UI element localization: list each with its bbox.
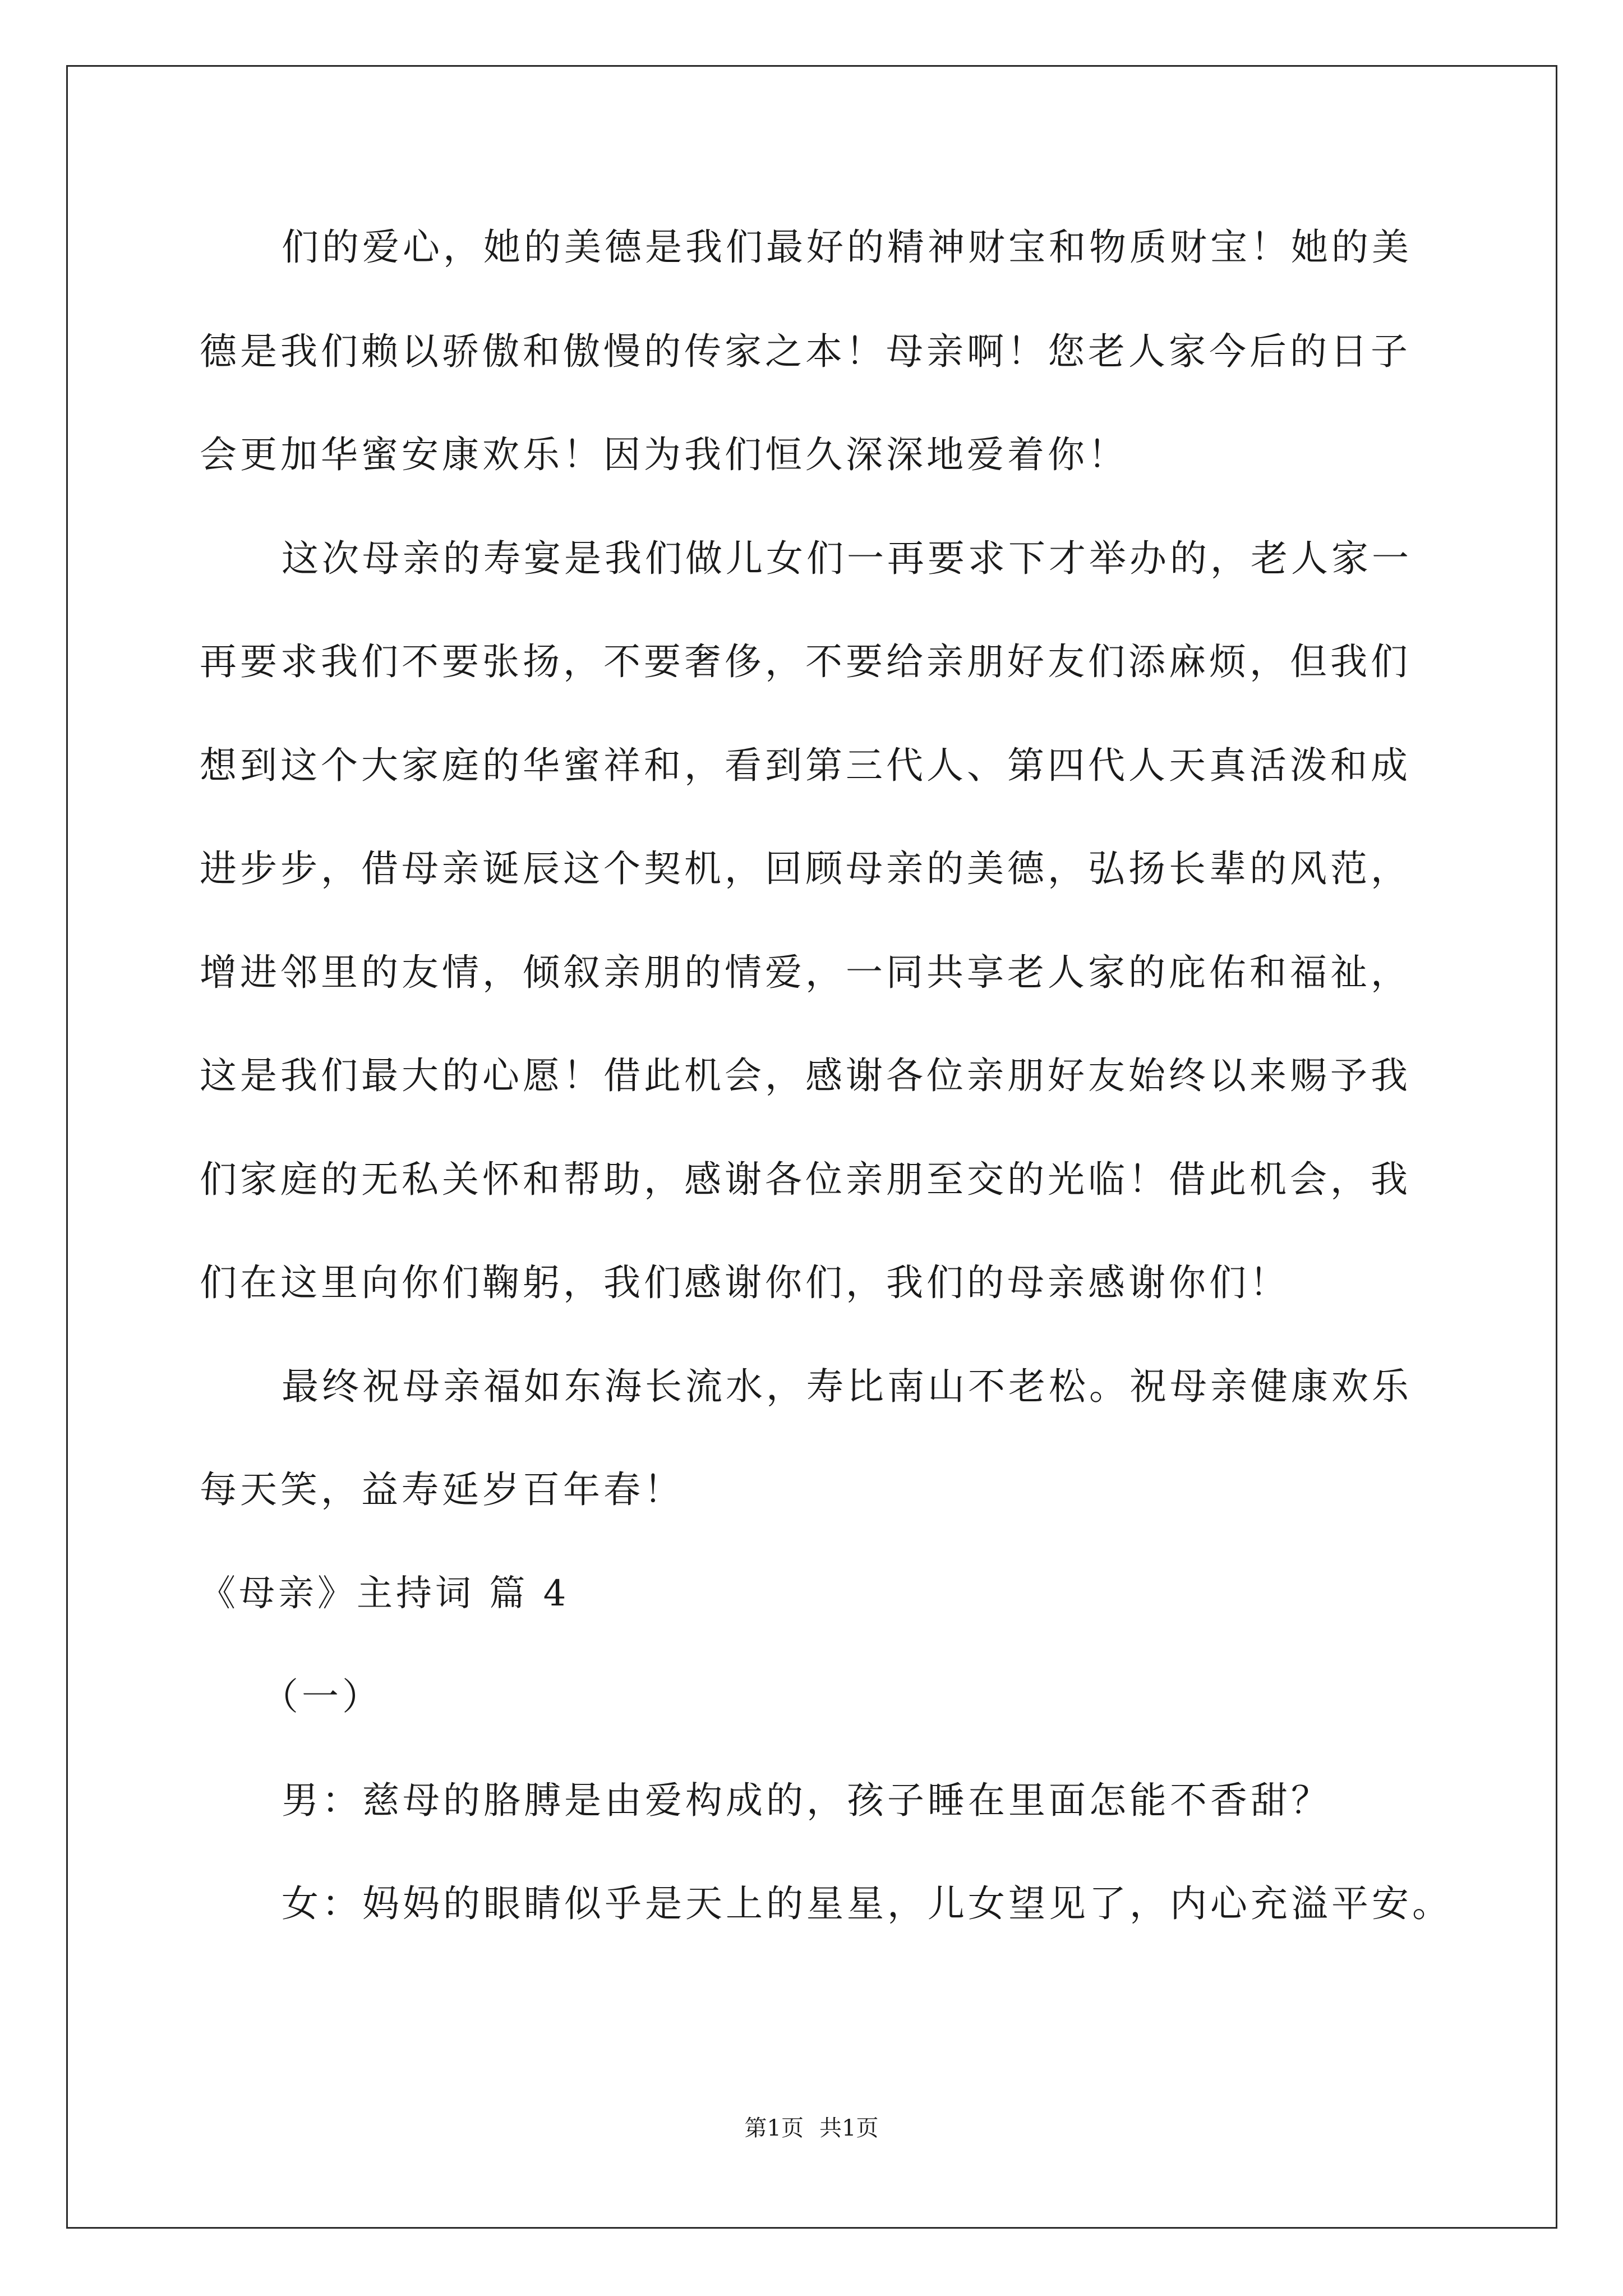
paragraph-line: 每天笑，益寿延岁百年春！ <box>200 1468 684 1511</box>
section-heading: 《母亲》主持词 篇 4 <box>200 1573 570 1614</box>
dialogue-line: 男：慈母的胳膊是由爱构成的，孩子睡在里面怎能不香甜？ <box>282 1779 1331 1822</box>
page-number: 第1页 <box>744 2115 804 2141</box>
subsection-label: （一） <box>261 1675 382 1718</box>
paragraph-line: 增进邻里的友情，倾叙亲朋的情爱，一同共享老人家的庇佑和福祉， <box>200 951 1411 994</box>
paragraph-line: 们在这里向你们鞠躬，我们感谢你们，我们的母亲感谢你们！ <box>200 1261 1290 1304</box>
paragraph-line: 想到这个大家庭的华蜜祥和，看到第三代人、第四代人天真活泼和成 <box>200 744 1411 787</box>
page-footer <box>0 2111 1623 2145</box>
paragraph-line: 们家庭的无私关怀和帮助，感谢各位亲朋至交的光临！借此机会，我 <box>200 1158 1411 1201</box>
paragraph-line: 进步步，借母亲诞辰这个契机，回顾母亲的美德，弘扬长辈的风范， <box>200 847 1411 890</box>
dialogue-line: 女：妈妈的眼睛似乎是天上的星星，儿女望见了，内心充溢平安。 <box>282 1882 1453 1925</box>
page-total: 共1页 <box>819 2115 879 2141</box>
paragraph-line: 这次母亲的寿宴是我们做儿女们一再要求下才举办的，老人家一 <box>282 537 1412 580</box>
paragraph-line: 们的爱心，她的美德是我们最好的精神财宝和物质财宝！她的美 <box>282 226 1412 269</box>
paragraph-line: 会更加华蜜安康欢乐！因为我们恒久深深地爱着你！ <box>200 433 1128 476</box>
paragraph-line: 这是我们最大的心愿！借此机会，感谢各位亲朋好友始终以来赐予我 <box>200 1054 1411 1097</box>
paragraph-line: 德是我们赖以骄傲和傲慢的传家之本！母亲啊！您老人家今后的日子 <box>200 330 1411 373</box>
paragraph-line: 再要求我们不要张扬，不要奢侈，不要给亲朋好友们添麻烦，但我们 <box>200 640 1411 683</box>
paragraph-line: 最终祝母亲福如东海长流水，寿比南山不老松。祝母亲健康欢乐 <box>282 1365 1412 1408</box>
